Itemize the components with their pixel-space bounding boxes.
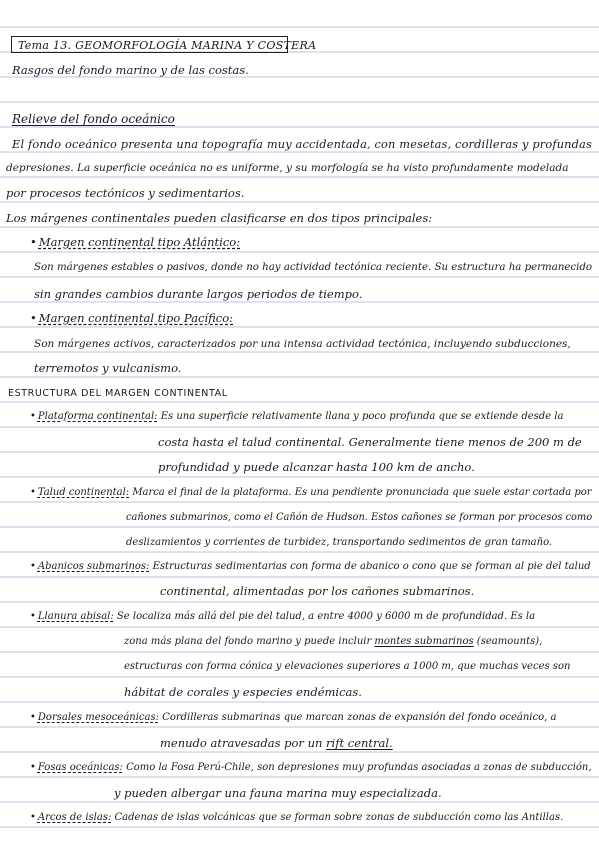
paragraph-line: continental, alimentadas por los cañones submarinos. <box>160 584 475 598</box>
paragraph-line: El fondo oceánico presenta una topografía muy accidentada, con mesetas, cordilleras y profundas <box>12 137 592 151</box>
paragraph-line: cañones submarinos, como el Cañón de Hudson. Estos cañones se forman por procesos como <box>126 512 593 523</box>
bullet: • <box>30 487 36 498</box>
fosas-text: Como la Fosa Perú-Chile, son depresiones muy profundas asociadas a zonas de subducción, <box>126 762 592 773</box>
pacific-label: Margen continental tipo Pacífico: <box>38 311 233 325</box>
montes-submarinos: montes submarinos <box>374 636 474 647</box>
abanicos-label: Abanicos submarinos: <box>37 561 150 572</box>
plataforma-label: Plataforma continental: <box>37 411 158 422</box>
llanura-text: Se localiza más allá del pie del talud, a entre 4000 y 6000 m de profundidad. Es la <box>116 611 536 622</box>
paragraph-line: costa hasta el talud continental. Generalmente tiene menos de 200 m de <box>158 435 582 449</box>
margin-type-pacific <box>30 310 233 326</box>
dorsales-label: Dorsales mesoceánicas: <box>37 712 159 723</box>
talud-item <box>30 485 591 501</box>
section-heading-estructura: ESTRUCTURA DEL MARGEN CONTINENTAL <box>8 388 228 399</box>
dorsales-text: Cordilleras submarinas que marcan zonas de expansión del fondo oceánico, a <box>162 712 557 723</box>
paragraph-line: Son márgenes activos, caracterizados por una intensa actividad tectónica, incluyendo subducciones, <box>34 338 571 350</box>
subtitle: Rasgos del fondo marino y de las costas. <box>12 63 249 77</box>
llanura-line2-post: (seamounts), <box>476 636 543 647</box>
dorsales-line2-pre: menudo atravesadas por un <box>160 736 323 750</box>
plataforma-text: Es una superficie relativamente llana y poco profunda que se extiende desde la <box>160 411 564 422</box>
section-heading-relieve: Relieve del fondo oceánico <box>12 112 175 126</box>
abanicos-item <box>30 559 591 575</box>
rift-central: rift central. <box>326 736 393 750</box>
paragraph-line: Los márgenes continentales pueden clasificarse en dos tipos principales: <box>6 211 433 225</box>
plataforma-item <box>30 409 563 425</box>
llanura-line2-pre: zona más plana del fondo marino y puede incluir <box>124 636 372 647</box>
paragraph-line: sin grandes cambios durante largos periodos de tiempo. <box>34 287 363 301</box>
bullet: • <box>30 712 36 723</box>
paragraph-line: hábitat de corales y especies endémicas. <box>124 685 362 699</box>
llanura-item <box>30 609 535 625</box>
arcos-text: Cadenas de islas volcánicas que se forman sobre zonas de subducción como las Antillas. <box>114 812 564 823</box>
abanicos-text: Estructuras sedimentarias con forma de abanico o cono que se forman al pie del talud <box>152 561 591 572</box>
bullet: • <box>30 311 37 325</box>
paragraph-line: depresiones. La superficie oceánica no es uniforme, y su morfología se ha visto profundamente modelada <box>6 162 569 174</box>
dorsales-item <box>30 710 556 726</box>
atlantic-label: Margen continental tipo Atlántico: <box>38 235 241 249</box>
paragraph-line <box>160 735 393 751</box>
paragraph-line: estructuras con forma cónica y elevaciones superiores a 1000 m, que muchas veces son <box>124 661 571 672</box>
bullet: • <box>30 561 36 572</box>
arcos-label: Arcos de islas: <box>37 812 112 823</box>
arcos-item <box>30 810 563 826</box>
margin-type-atlantic <box>30 234 240 250</box>
paragraph-line: y pueden albergar una fauna marina muy especializada. <box>114 786 442 800</box>
bullet: • <box>30 235 37 249</box>
talud-label: Talud continental: <box>37 487 130 498</box>
bullet: • <box>30 611 36 622</box>
fosas-item <box>30 760 592 776</box>
page-title: Tema 13. GEOMORFOLOGÍA MARINA Y COSTERA <box>11 36 288 53</box>
paragraph-line: terremotos y vulcanismo. <box>34 361 182 375</box>
paragraph-line: deslizamientos y corrientes de turbidez, transportando sedimentos de gran tamaño. <box>126 537 553 548</box>
bullet: • <box>30 812 36 823</box>
talud-text: Marca el final de la plataforma. Es una pendiente pronunciada que suele estar cortada por <box>132 487 592 498</box>
paragraph-line: profundidad y puede alcanzar hasta 100 km de ancho. <box>158 460 475 474</box>
bullet: • <box>30 762 36 773</box>
fosas-label: Fosas oceánicas: <box>37 762 123 773</box>
bullet: • <box>30 411 36 422</box>
paragraph-line: Son márgenes estables o pasivos, donde no hay actividad tectónica reciente. Su estructura ha permanecido <box>34 262 593 273</box>
paragraph-line <box>124 634 542 650</box>
paragraph-line: por procesos tectónicos y sedimentarios. <box>6 186 245 200</box>
llanura-label: Llanura abisal: <box>37 611 114 622</box>
